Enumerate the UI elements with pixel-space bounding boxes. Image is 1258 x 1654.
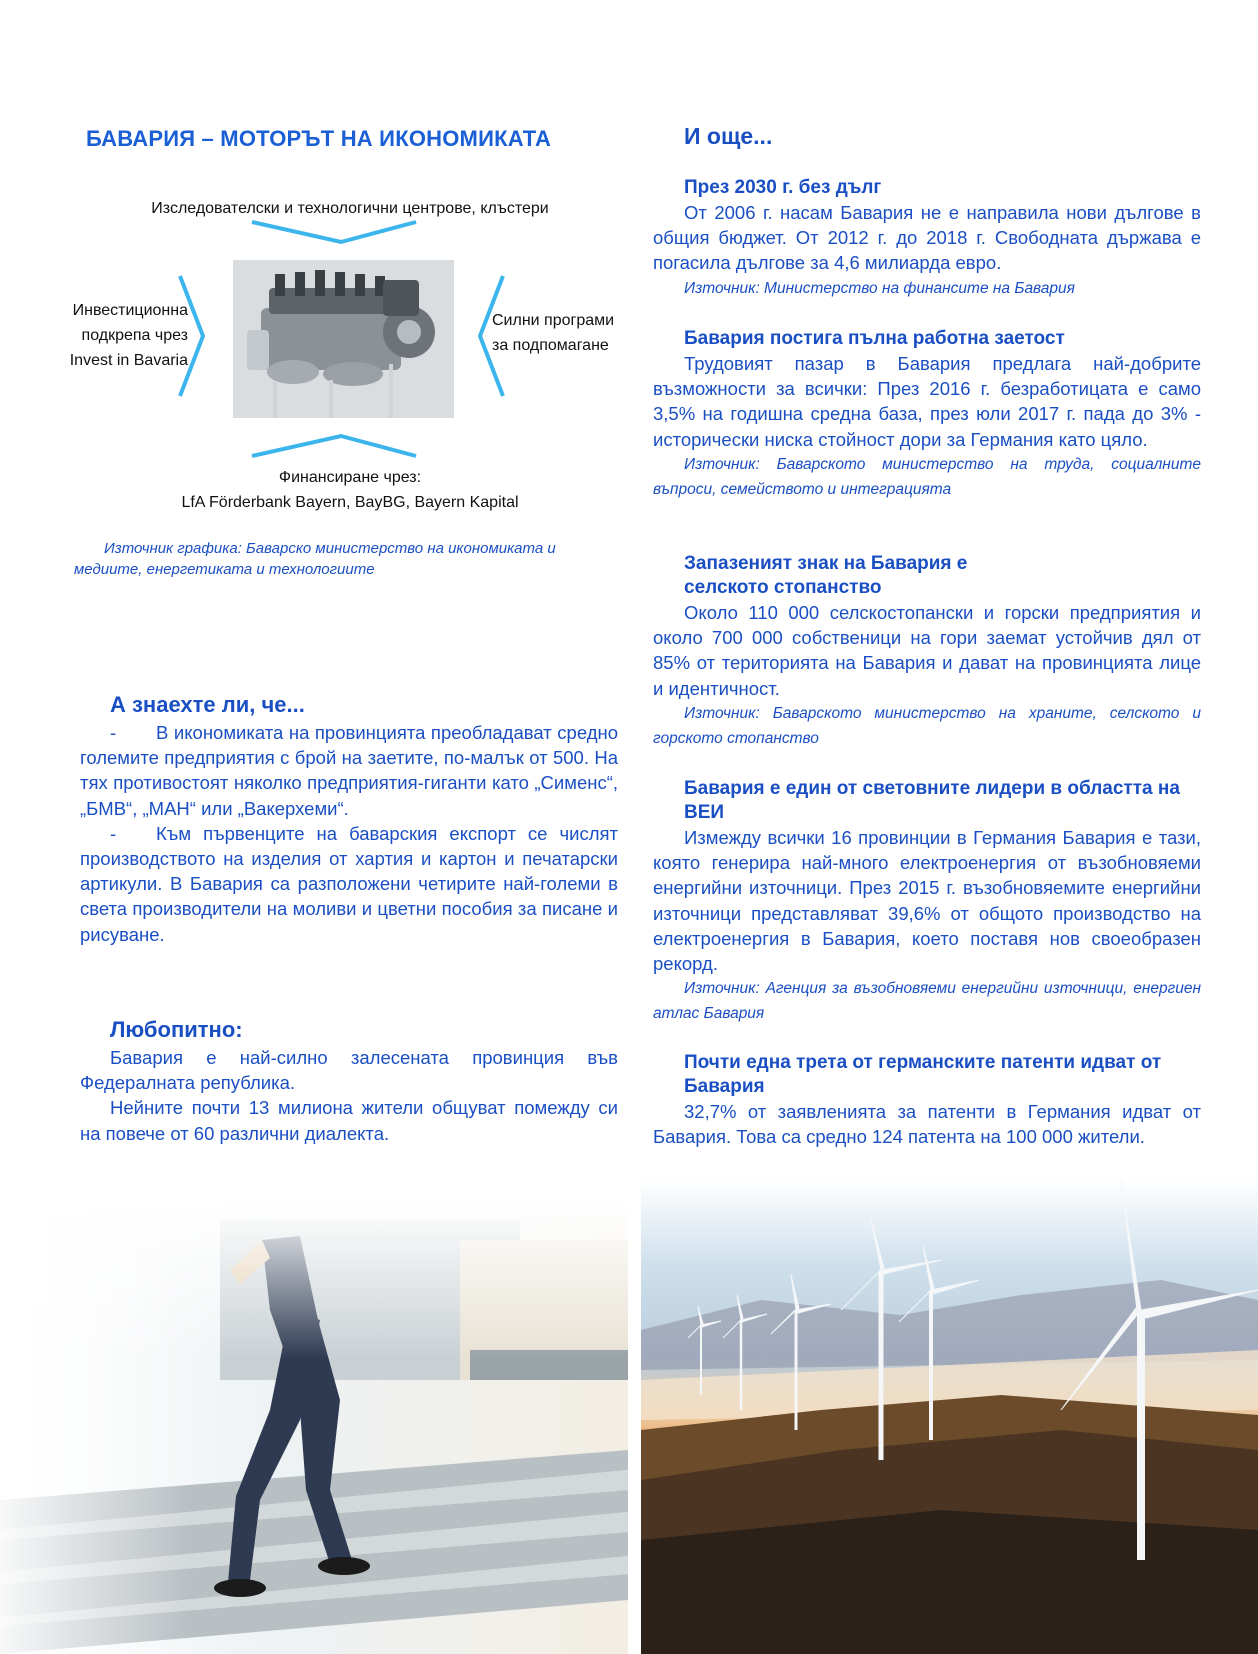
section-body: От 2006 г. насам Бавария не е направила нови дългове в общия бюджет. От 2012 г. до 2018 г. Свободната държава е погасила дългове за 4,6 милиарда евро.	[653, 202, 1201, 274]
section-title: Бавария е един от световните лидери в областта на ВЕИ	[684, 778, 1180, 823]
section-renewables	[653, 777, 1201, 1026]
section-title: Почти една трета от германските патенти идват от Бавария	[684, 1052, 1162, 1097]
arrow-top	[252, 222, 416, 242]
diagram-label-left: Инвестиционна подкрепа чрез Invest in Bavaria	[69, 302, 188, 369]
section-body: Измежду всички 16 провинции в Германия Бавария е тази, която генерира най-много електроенергия от възобновяеми енергийни източници. През 2015 г. възобновяемите енергийни източници представляват 39,6% от общото производство на електроенергия в Бавария, което поставя нов своеобразен рекорд.	[653, 827, 1201, 975]
section-body: Трудовият пазар в Бавария предлага най-добрите възможности за всички: През 2016 г. безработицата е само 3,5% на годишна средна база, през юли 2017 г. пада до 3% - исторически ниска стойност дори за Германия като цяло.	[653, 353, 1201, 450]
section-title: Запазеният знак на Бавария е селското стопанство	[684, 553, 968, 598]
section-title: Бавария постига пълна работна заетост	[684, 328, 1065, 349]
graphic-source-caption: Източник графика: Баварско министерство на икономиката и медиите, енергетиката и технологиите	[74, 540, 556, 578]
section-title: През 2030 г. без дълг	[684, 177, 882, 198]
wind-turbines-photo	[641, 1180, 1258, 1654]
list-item: - Към първенците на баварския експорт се числят производството на изделия от хартия и картон и печатарски артикули. В Бавария са разположени четирите най-големи в света производители на моливи и цветни пособия за писане и рисуване.	[80, 822, 618, 945]
section-source: Източник: Баварското министерство на труда, социалните въпроси, семейството и интеграцията	[653, 455, 1201, 498]
section-employment	[653, 327, 1201, 502]
engine-image	[233, 260, 454, 418]
know-heading: А знаехте ли, че...	[110, 692, 305, 717]
section-debt	[653, 176, 1201, 301]
section-source: Източник: Министерство на финансите на Бавария	[684, 279, 1075, 297]
section-patents	[653, 1051, 1201, 1149]
paragraph: Нейните почти 13 милиона жители общуват помежду си на повече от 60 различни диалекта.	[80, 1097, 618, 1144]
section-source: Източник: Агенция за възобновяеми енергийни източници, енергиен атлас Бавария	[653, 980, 1201, 1023]
diagram-label-bottom: Финансиране чрез: LfA Förderbank Bayern, BayBG, Bayern Kapital	[181, 469, 519, 511]
diagram-label-top: Изследователски и технологични центрове, клъстери	[151, 200, 549, 217]
section-source: Източник: Баварското министерство на храните, селското и горското стопанство	[653, 704, 1201, 747]
arrow-bottom	[252, 436, 416, 456]
section-body: 32,7% от заявленията за патенти в Германия идват от Бавария. Това са средно 124 патента на 100 000 жители.	[653, 1101, 1201, 1148]
page-title: БАВАРИЯ – МОТОРЪТ НА ИКОНОМИКАТА	[86, 126, 552, 151]
paragraph: Бавария е най-силно залесената провинция във Федералната република.	[80, 1047, 618, 1094]
curious-heading: Любопитно:	[110, 1017, 243, 1042]
right-column-heading: И още...	[684, 123, 773, 149]
section-body: Около 110 000 селскостопански и горски предприятия и около 700 000 собственици на гори заемат устойчив дял от 85% от територията на Бавария и дават на провинцията лице и идентичност.	[653, 602, 1201, 699]
know-list	[80, 720, 618, 947]
diagram-label-right: Силни програми за подпомагане	[492, 312, 615, 354]
section-agriculture	[653, 552, 1201, 751]
stairs-photo	[0, 1200, 628, 1654]
list-item: - В икономиката на провинцията преобладават средно големите предприятия с брой на заетите, по-малък от 500. На тях противостоят няколко предприятия-гиганти като „Сименс“, „БМВ“, „МАН“ или „Вакерхеми“.	[80, 722, 618, 819]
curious-body	[80, 1045, 618, 1146]
